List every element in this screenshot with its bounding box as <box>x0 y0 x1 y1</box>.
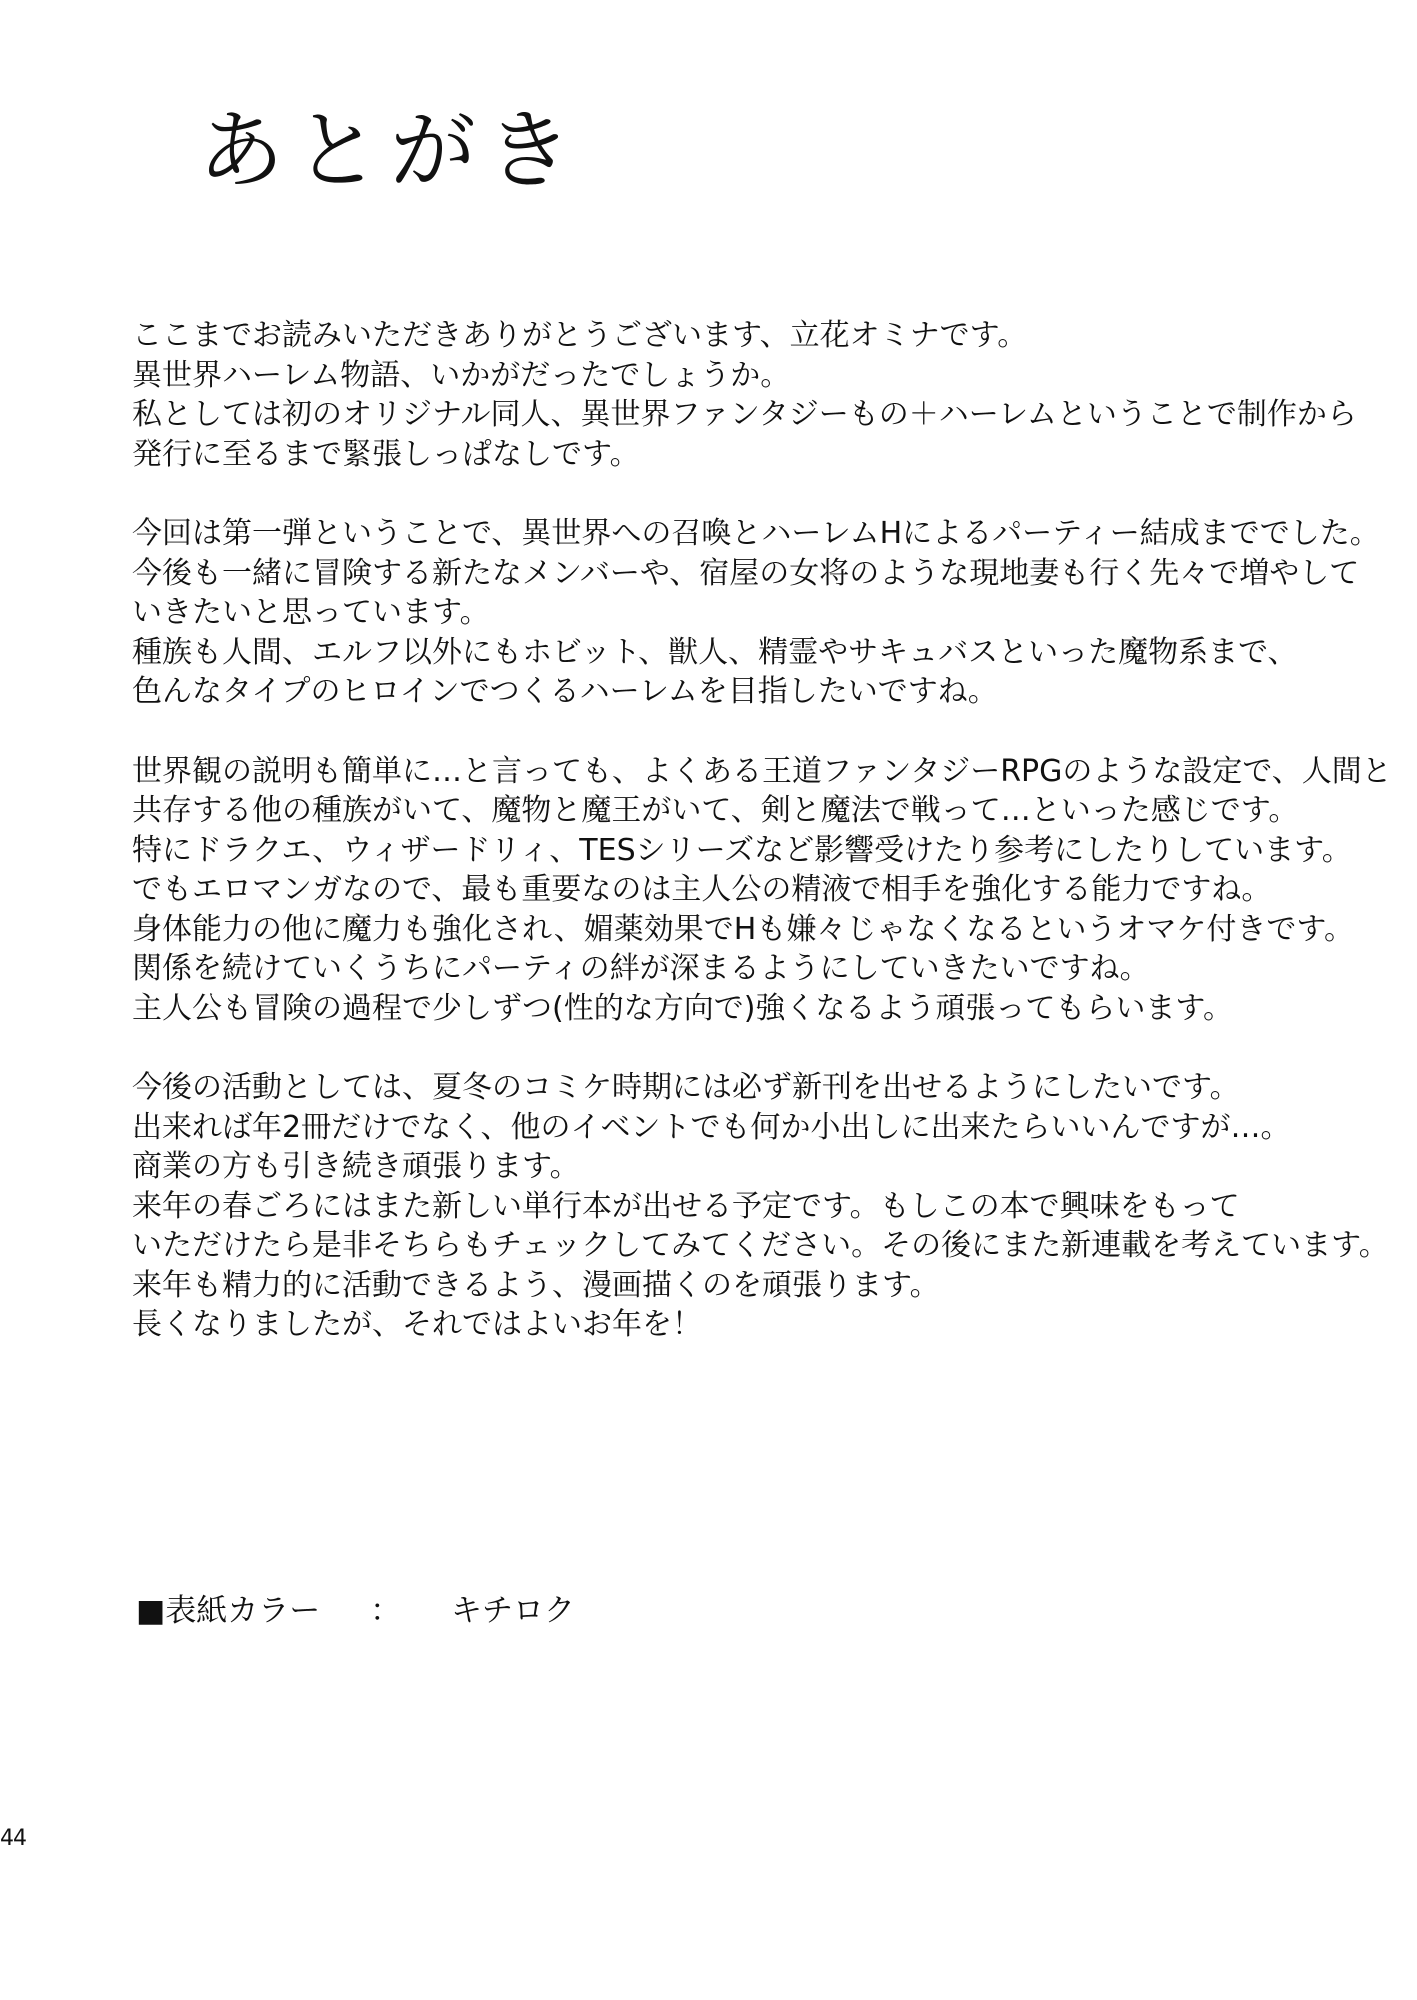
text-line: 今後の活動としては、夏冬のコミケ時期には必ず新刊を出せるようにしたいです。 <box>132 1070 1240 1105</box>
credit-name: キチロク <box>451 1593 576 1629</box>
text-line: 共存する他の種族がいて、魔物と魔王がいて、剣と魔法で戦って…といった感じです。 <box>132 793 1299 828</box>
text-line: 来年の春ごろにはまた新しい単行本が出せる予定です。もしこの本で興味をもって <box>132 1188 1240 1224</box>
cover-color-credit <box>136 1585 575 1630</box>
text-line: 今後も一緒に冒険する新たなメンバーや、宿屋の女将のような現地妻も行く先々で増やして <box>132 555 1360 591</box>
page-number: 44 <box>0 1826 26 1851</box>
text-line: 来年も精力的に活動できるよう、漫画描くのを頑張ります。 <box>132 1267 940 1303</box>
text-line: 異世界ハーレム物語、いかがだったでしょうか。 <box>132 357 791 393</box>
afterword-body <box>132 316 1392 1385</box>
text-line: いきたいと思っています。 <box>132 595 490 630</box>
text-line: 今回は第一弾ということで、異世界への召喚とハーレムHによるパーティー結成まででした。 <box>132 516 1380 551</box>
credit-label: ■表紙カラー <box>136 1593 321 1629</box>
text-line: 特にドラクエ、ウィザードリィ、TESシリーズなど影響受けたり参考にしたりしています。 <box>132 832 1352 868</box>
text-line: 私としては初のオリジナル同人、異世界ファンタジーもの＋ハーレムということで制作から <box>132 397 1357 432</box>
text-line: 世界観の説明も簡単に…と言っても、よくある王道ファンタジーRPGのような設定で、人間と <box>132 753 1392 789</box>
text-line: でもエロマンガなので、最も重要なのは主人公の精液で相手を強化する能力ですね。 <box>132 872 1272 907</box>
text-line: 関係を続けていくうちにパーティの絆が深まるようにしていきたいですね。 <box>132 951 1150 986</box>
text-line: 主人公も冒険の過程で少しずつ(性的な方向で)強くなるよう頑張ってもらいます。 <box>132 990 1234 1026</box>
text-line: 出来れば年2冊だけでなく、他のイベントでも何か小出しに出来たらいいんですが…。 <box>132 1109 1291 1145</box>
text-line: 商業の方も引き続き頑張ります。 <box>132 1149 580 1184</box>
text-line: 長くなりましたが、それではよいお年を！ <box>132 1307 702 1342</box>
paragraph-worldview <box>132 752 1392 1029</box>
text-line: ここまでお読みいただきありがとうございます、立花オミナです。 <box>132 318 1028 353</box>
credit-separator: ： <box>370 1593 402 1629</box>
text-line: 発行に至るまで緊張しっぱなしです。 <box>132 436 640 472</box>
text-line: いただけたら是非そちらもチェックしてみてください。その後にまた新連載を考えています。 <box>132 1228 1389 1263</box>
text-line: 種族も人間、エルフ以外にもホビット、獣人、精霊やサキュバスといった魔物系まで、 <box>132 634 1298 670</box>
paragraph-activities <box>132 1068 1389 1345</box>
paragraph-story <box>132 514 1382 712</box>
page-title: あとがき <box>198 101 582 201</box>
text-line: 色んなタイプのヒロインでつくるハーレムを目指したいですね。 <box>132 674 998 709</box>
paragraph-greeting <box>132 316 1382 474</box>
text-line: 身体能力の他に魔力も強化され、媚薬効果でHも嫌々じゃなくなるというオマケ付きです。 <box>132 911 1354 947</box>
